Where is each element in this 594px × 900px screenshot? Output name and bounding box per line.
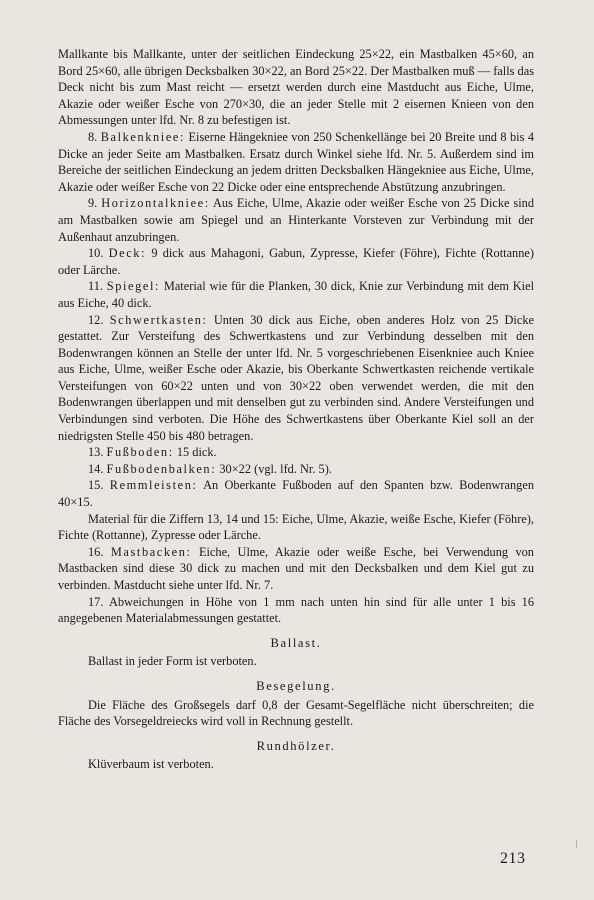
item-number: 16. (88, 544, 104, 559)
material-note: Material für die Ziffern 13, 14 und 15: Eiche, Ulme, Akazie, weiße Esche, Kiefer (Föhre), Fichte (Rottanne), Zypresse oder Lärche. (58, 511, 534, 543)
item-text: 15 dick. (176, 445, 217, 460)
item-number: 8. (88, 129, 98, 144)
item-label: Deck: (108, 246, 147, 261)
item-number: 12. (88, 312, 104, 327)
item-label: Fußboden: (106, 445, 174, 460)
item-label: Remmleisten: (109, 478, 198, 493)
item-text: Aus Eiche, Ulme, Akazie oder weißer Esche von 25 Dicke sind am Mastbalken sowie am Spiegel und an Hinterkante Vorsteven zur Verbindung mit der Außenhaut anzubringen. (58, 196, 534, 244)
item-label: Fußbodenbalken: (106, 461, 217, 476)
section-body-rundhoelzer: Klüverbaum ist verboten. (88, 757, 214, 772)
item-text: Eiche, Ulme, Akazie oder weiße Esche, bei Verwendung von Mastbacken sind diese 30 dick zu machen und mit den Decksbalken und dem Kiel gut zu verbinden. Mastducht siehe unter lfd. Nr. 7. (58, 544, 534, 592)
item-text: Unten 30 dick aus Eiche, oben anderes Holz von 25 Dicke gestattet. Zur Versteifung des Schwertkastens und zur Verbindung desselben mit den Bodenwrangen können an Stelle der unter lfd. Nr. 5 vorgeschriebenen Eisenkniee auch Kniee aus Eiche, Ulme, weißer Esche oder Akazie, bis Oberkante Schwertkasten reichende vertikale Versteifungen von 60×22 unten und von 30×22 oben verwendet werden, die mit den Bodenwrangen überlappen und mit denselben gut zu verbinden sind. Andere Versteifungen und Verbindungen sind verboten. Die Höhe des Schwertkastens über Oberkante Kiel soll an der niedrigsten Stelle 450 bis 480 betragen. (58, 312, 534, 443)
item-text: Material wie für die Planken, 30 dick, Knie zur Verbindung mit dem Kiel aus Eiche, 40 dick. (58, 279, 535, 310)
item-number: 13. (88, 445, 104, 460)
item-13 (58, 444, 534, 461)
body-text (58, 46, 534, 773)
section-heading-besegelung: Besegelung. (256, 678, 336, 693)
margin-mark (576, 840, 577, 848)
item-label: Spiegel: (106, 279, 161, 294)
item-15 (58, 477, 534, 510)
item-14 (58, 461, 534, 478)
item-text: 30×22 (vgl. lfd. Nr. 5). (219, 461, 332, 476)
item-number: 10. (88, 246, 104, 261)
section-heading-rundhoelzer: Rundhölzer. (256, 738, 336, 753)
item-number: 11. (88, 279, 103, 294)
item-text: 9 dick aus Mahagoni, Gabun, Zypresse, Kiefer (Föhre), Fichte (Rottanne) oder Lärche. (58, 246, 534, 277)
item-label: Schwertkasten: (109, 312, 208, 327)
item-8 (58, 129, 534, 195)
item-16 (58, 544, 534, 594)
item-text: Eiserne Hängekniee von 250 Schenkellänge bei 20 Breite und 8 bis 4 Dicke an jeder Seite am Mastbalken. Ersatz durch Winkel siehe lfd. Nr. 5. Außerdem sind im Bereiche der seitlichen Eindeckung an jedem dritten Decksbalken Hängekniee aus Eiche, Ulme, Akazie oder weißer Esche von 22 Dicke oder eine entsprechende Abstützung anzubringen. (58, 129, 534, 194)
item-11 (58, 278, 534, 311)
section-body-besegelung: Die Fläche des Großsegels darf 0,8 der Gesamt-Segelfläche nicht überschreiten; die Fläche des Vorsegeldreiecks wird voll in Rechnung gestellt. (58, 697, 534, 729)
item-label: Balkenkniee: (100, 129, 186, 144)
item-label: Mastbacken: (110, 544, 192, 559)
item-number: 9. (88, 196, 98, 211)
section-body-ballast: Ballast in jeder Form ist verboten. (88, 654, 257, 669)
item-label: Horizontalkniee: (101, 196, 210, 211)
item-number: 14. (88, 461, 104, 476)
item-9 (58, 195, 534, 245)
item-number: 15. (88, 478, 104, 493)
paragraph-continuation: Mallkante bis Mallkante, unter der seitlichen Eindeckung 25×22, ein Mastbalken 45×60, an Bord 25×60, alle übrigen Decksbalken 30×22, an Bord 25×22. Der Mastbalken muß — falls das Deck nicht bis zum Mast reicht — ersetzt werden durch eine Mastducht aus Eiche, Ulme, Akazie oder weißer Esche von 270×30, die an jeder Stelle mit 2 eisernen Knieen von den Abmessungen unter lfd. Nr. 8 zu befestigen ist. (58, 47, 534, 128)
item-17 (58, 594, 534, 627)
item-10 (58, 245, 534, 278)
item-text: Abweichungen in Höhe von 1 mm nach unten hin sind für alle unter 1 bis 16 angegebenen Materialabmessungen gestattet. (58, 594, 535, 626)
page-number: 213 (500, 850, 526, 867)
item-number: 17. (88, 594, 104, 609)
section-heading-ballast: Ballast. (270, 635, 322, 650)
item-text: An Oberkante Fußboden auf den Spanten bzw. Bodenwrangen 40×15. (58, 478, 534, 510)
item-12 (58, 312, 534, 445)
